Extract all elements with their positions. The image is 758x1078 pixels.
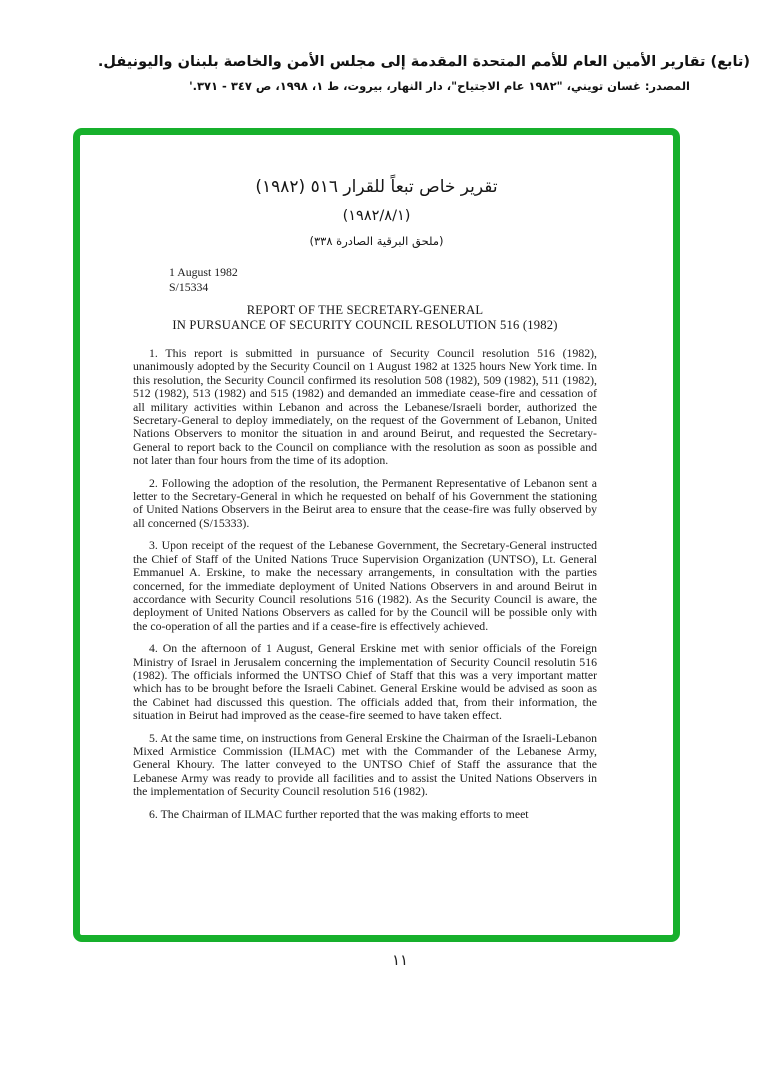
report-paragraph-5: 5. At the same time, on instructions from General Erskine the Chairman of the Israeli-Lebanon Mixed Armistice Commission (ILMAC) met with the Commander of the Lebanese Army, General Khoury. The latter conveyed to the UNTSO Chief of Staff the assurance that the Lebanese Army was ready to provide all facilities and to assist the United Nations Observers in the implementation of Security Council resolution 516 (1982).: [133, 730, 597, 799]
green-border-box: [73, 128, 680, 942]
arabic-title-block: [80, 177, 673, 248]
report-paragraph-1: 1. This report is submitted in pursuance of Security Council resolution 516 (1982), unanimously adopted by the Security Council on 1 August 1982 at 1325 hours New York time. In this resolution, the Security Council confirmed its resolution 508 (1982), 509 (1982), 511 (1982), 512 (1982), 513 (1982) and 515 (1982) and demanded an immediate cease-fire and cessation of all military activities within Lebanon and across the Lebanese/Israeli border, authorized the Secretary-General to deploy immediately, on the request of the Government of Lebanon, United Nations Observers to monitor the situation in and around Beirut, and requested the Secretary-General to report back to the Council on compliance with the resolution as soon as possible and not later than four hours from the time of its adoption.: [133, 346, 597, 468]
report-heading-line1: REPORT OF THE SECRETARY-GENERAL: [246, 303, 484, 317]
document-meta: [169, 265, 238, 294]
report-heading: [133, 303, 597, 332]
arabic-header-source-line: المصدر: غسان تويني، "١٩٨٢ عام الاجتياح"، دار النهار، بيروت، ط ١، ١٩٩٨، ص ٣٤٧ - ٣٧١.': [189, 79, 690, 93]
arabic-header-line1: (تابع) تقارير الأمين العام للأمم المتحدة المقدمة إلى مجلس الأمن والخاصة بلبنان واليونيفل.: [97, 54, 750, 70]
report-date: 1 August 1982: [169, 265, 238, 279]
report-paragraph-2: 2. Following the adoption of the resolution, the Permanent Representative of Lebanon sent a letter to the Secretary-General in which he requested on behalf of his Government the stationing of United Nations Observers in the Beirut area to ensure that the cease-fire was fully observed by all concerned (S/15333).: [133, 475, 597, 530]
report-body: [133, 347, 597, 821]
arabic-report-date: (١٩٨٢/٨/١): [342, 208, 411, 224]
report-heading-line2: IN PURSUANCE OF SECURITY COUNCIL RESOLUTION 516 (1982): [172, 317, 558, 332]
report-paragraph-6: 6. The Chairman of ILMAC further reported that the was making efforts to meet: [149, 806, 529, 821]
arabic-attachment-note: (ملحق البرقية الصادرة ٣٣٨): [309, 234, 444, 248]
report-paragraph-3: 3. Upon receipt of the request of the Lebanese Government, the Secretary-General instructed the Chief of Staff of the United Nations Truce Supervision Organization (UNTSO), Lt. General Emmanuel A. Erskine, to make the necessary arrangements, in consultation with the parties concerned, for the immediate deployment of United Nations Observers in and around Beirut in accordance with Security Council resolutions 516 (1982). As the Security Council is aware, the deployment of United Nations Observers as called for by the Council will be possible only with the co-operation of all the parties and if a cease-fire is effectively achieved.: [133, 538, 597, 633]
page-number: ١١: [391, 951, 409, 969]
report-paragraph-4: 4. On the afternoon of 1 August, General Erskine met with senior officials of the Foreign Ministry of Israel in Jerusalem concerning the implementation of Security Council resolutin 516 (1982). The officials informed the UNTSO Chief of Staff that this was a very important matter which has to be brought before the Israeli Cabinet. General Erskine would be advised as soon as the Cabinet had discussed this question. The officials added that, from their information, the situation in Beirut had improved as the cease-fire seemed to have taken effect.: [133, 641, 597, 723]
arabic-report-title: تقرير خاص تبعاً للقرار ٥١٦ (١٩٨٢): [255, 177, 498, 197]
document-symbol: S/15334: [169, 279, 209, 294]
